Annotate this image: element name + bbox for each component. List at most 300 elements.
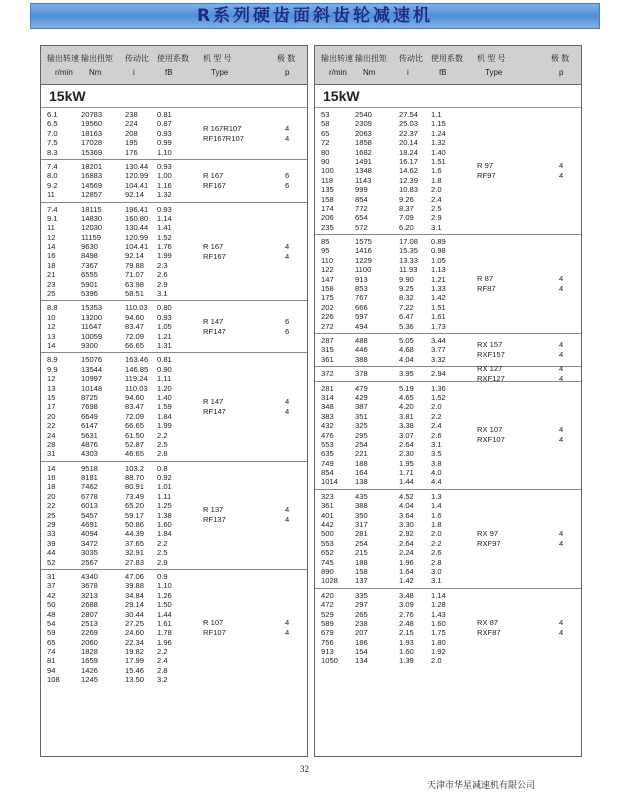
cell: 3.1 (431, 222, 442, 232)
cell: 1.93 (399, 637, 414, 647)
table-row (315, 176, 581, 185)
header-label: 输出转速 (47, 54, 79, 63)
cell: 13.33 (399, 255, 419, 265)
cell: 2540 (355, 110, 372, 119)
model-group (315, 382, 581, 490)
cell: 999 (355, 185, 368, 195)
pole-count: 6 (285, 180, 290, 190)
cell: 281 (355, 529, 368, 539)
cell: 1.60 (399, 647, 414, 657)
cell: 221 (355, 449, 368, 459)
cell: 2513 (81, 618, 98, 628)
header-unit: r/min (329, 68, 347, 77)
pole-count: 4 (559, 425, 564, 435)
header-label: 使用系数 (431, 54, 463, 63)
cell: 1682 (355, 147, 372, 157)
pole-count: 4 (559, 363, 564, 373)
cell: 8725 (81, 392, 98, 402)
model-type: RX 97 (477, 528, 499, 538)
cell: 48 (47, 609, 56, 619)
table-row (41, 464, 307, 473)
cell: 79.88 (125, 260, 145, 270)
cell: 2.8 (157, 665, 168, 675)
cell: 85 (321, 237, 330, 247)
cell: 15369 (81, 147, 103, 157)
table-row (41, 666, 307, 675)
header-unit: i (133, 68, 135, 77)
cell: 4.65 (399, 392, 414, 402)
cell: 5.19 (399, 383, 414, 393)
table-row (315, 529, 581, 538)
model-type: RXF97 (477, 538, 501, 548)
cell: 297 (355, 600, 368, 610)
model-type: R 97 (477, 161, 494, 171)
pole-count: 4 (559, 528, 564, 538)
table-row (315, 119, 581, 128)
table-row (315, 610, 581, 619)
cell: 2060 (81, 637, 98, 647)
cell: 3678 (81, 581, 98, 591)
cell: 1.99 (157, 251, 172, 261)
pole-count: 4 (559, 274, 564, 284)
cell: 50.86 (125, 520, 145, 530)
cell: 94.60 (125, 392, 145, 402)
cell: 27.83 (125, 557, 145, 567)
cell: 679 (321, 628, 334, 638)
cell: 118 (321, 175, 334, 185)
table-row (315, 138, 581, 147)
cell: 1.61 (431, 312, 446, 322)
cell: 72.09 (125, 331, 145, 341)
cell: 14 (47, 242, 56, 252)
table-row (315, 284, 581, 293)
header-label: 输出扭矩 (81, 54, 113, 63)
cell: 1.11 (157, 491, 172, 501)
table-row (315, 468, 581, 477)
table-row (41, 289, 307, 298)
cell: 1.95 (399, 458, 414, 468)
cell: 195 (125, 138, 138, 148)
cell: 2.0 (431, 529, 442, 539)
cell: 589 (321, 618, 334, 628)
cell: 176 (125, 147, 138, 157)
cell: 186 (355, 637, 368, 647)
cell: 1.6 (431, 166, 442, 176)
table-row (41, 492, 307, 501)
cell: 13544 (81, 364, 103, 374)
cell: 66.65 (125, 340, 145, 350)
table-row (315, 312, 581, 321)
cell: 1.05 (157, 322, 172, 332)
cell: 1.38 (157, 510, 172, 520)
cell: 295 (355, 430, 368, 440)
cell: 1.41 (157, 223, 172, 233)
cell: 8.32 (399, 293, 414, 303)
cell: 401 (321, 510, 334, 520)
cell: 30.44 (125, 609, 145, 619)
cell: 2.64 (399, 439, 414, 449)
cell: 88.70 (125, 473, 145, 483)
table-row (315, 166, 581, 175)
cell: 378 (355, 369, 368, 379)
cell: 383 (321, 411, 334, 421)
cell: 4691 (81, 520, 98, 530)
table-row (41, 280, 307, 289)
cell: 3.95 (399, 369, 414, 379)
cell: 2.6 (431, 548, 442, 558)
cell: 3.8 (431, 458, 442, 468)
cell: 92.14 (125, 190, 145, 200)
cell: 8.0 (47, 171, 58, 181)
cell: 53 (321, 110, 330, 119)
cell: 72 (321, 138, 330, 148)
table-row (41, 313, 307, 322)
cell: 47.06 (125, 571, 145, 581)
cell: 3.1 (431, 576, 442, 586)
pole-count: 4 (285, 133, 290, 143)
cell: 1.6 (431, 510, 442, 520)
cell: 1050 (321, 656, 338, 666)
cell: 9630 (81, 242, 98, 252)
cell: 8498 (81, 251, 98, 261)
cell: 66.65 (125, 421, 145, 431)
pole-count: 4 (559, 618, 564, 628)
table-row (315, 157, 581, 166)
cell: 1.44 (399, 477, 414, 487)
table-row (41, 619, 307, 628)
cell: 4.20 (399, 402, 414, 412)
cell: 1245 (81, 675, 98, 685)
header-unit: Type (211, 68, 229, 77)
cell: 10.83 (399, 185, 419, 195)
cell: 25.03 (399, 119, 419, 129)
cell: 65 (47, 637, 56, 647)
cell: 254 (355, 538, 368, 548)
pole-count: 4 (285, 251, 290, 261)
cell: 854 (355, 194, 368, 204)
table-row (315, 412, 581, 421)
cell: 7367 (81, 260, 98, 270)
cell: 1.92 (431, 647, 446, 657)
cell: 913 (321, 647, 334, 657)
cell: 9.2 (47, 180, 58, 190)
cell: 8.9 (47, 355, 58, 365)
cell: 130.44 (125, 223, 149, 233)
table-row (315, 431, 581, 440)
cell: 0.9 (157, 571, 168, 581)
cell: 5396 (81, 289, 98, 299)
cell: 6649 (81, 411, 98, 421)
cell: 81 (47, 656, 56, 666)
cell: 135 (321, 185, 334, 195)
cell: 0.93 (157, 312, 172, 322)
cell: 2.64 (399, 538, 414, 548)
header-unit: i (407, 68, 409, 77)
cell: 100 (321, 166, 334, 176)
cell: 238 (125, 110, 138, 119)
cell: 1.4 (431, 501, 442, 511)
power-label: 15kW (315, 85, 581, 108)
cell: 5901 (81, 279, 98, 289)
cell: 15 (47, 392, 56, 402)
table-row (41, 110, 307, 119)
cell: 72.09 (125, 411, 145, 421)
pole-count: 4 (559, 435, 564, 445)
cell: 1.25 (157, 501, 172, 511)
cell: 3.44 (431, 335, 446, 345)
table-row (315, 558, 581, 567)
cell: 5.05 (399, 335, 414, 345)
cell: 265 (355, 609, 368, 619)
cell: 137 (355, 576, 368, 586)
table-row (315, 110, 581, 119)
table-row (315, 275, 581, 284)
table-row (41, 261, 307, 270)
cell: 20 (47, 411, 56, 421)
cell: 94.60 (125, 312, 145, 322)
table-row (41, 242, 307, 251)
cell: 1.61 (157, 618, 172, 628)
cell: 420 (321, 590, 334, 600)
cell: 1.50 (157, 600, 172, 610)
cell: 6.20 (399, 222, 414, 232)
cell: 2.9 (431, 213, 442, 223)
cell: 1.28 (431, 600, 446, 610)
cell: 18.24 (399, 147, 419, 157)
cell: 92.14 (125, 251, 145, 261)
cell: 59 (47, 628, 56, 638)
cell: 10148 (81, 383, 103, 393)
table-row (315, 459, 581, 468)
cell: 120.99 (125, 232, 149, 242)
cell: 314 (321, 392, 334, 402)
cell: 2807 (81, 609, 98, 619)
table-row (315, 384, 581, 393)
cell: 37.65 (125, 538, 145, 548)
cell: 9.90 (399, 274, 414, 284)
pole-count: 4 (285, 505, 290, 515)
table-row (41, 190, 307, 199)
table-row (41, 355, 307, 364)
cell: 10997 (81, 374, 103, 384)
table-row (315, 322, 581, 331)
pole-count: 4 (285, 397, 290, 407)
cell: 9.26 (399, 194, 414, 204)
cell: 2.5 (431, 203, 442, 213)
model-type: RF167 (203, 180, 226, 190)
cell: 6.5 (47, 119, 58, 129)
cell: 119.24 (125, 374, 148, 384)
cell: 2.2 (431, 411, 442, 421)
table-row (41, 341, 307, 350)
cell: 1.44 (157, 609, 172, 619)
model-type: RF137 (203, 515, 226, 525)
table-row (315, 440, 581, 449)
model-type: RXF157 (477, 350, 505, 360)
table-row (315, 511, 581, 520)
cell: 254 (355, 439, 368, 449)
model-group (41, 108, 307, 160)
cell: 27.25 (125, 618, 145, 628)
cell: 25 (47, 289, 56, 299)
cell: 350 (355, 510, 368, 520)
cell: 913 (355, 274, 368, 284)
pole-count: 4 (285, 618, 290, 628)
cell: 15076 (81, 355, 103, 365)
cell: 1143 (355, 175, 372, 185)
table-row (41, 449, 307, 458)
cell: 54 (47, 618, 56, 628)
cell: 29.14 (125, 600, 145, 610)
cell: 0.87 (157, 119, 172, 129)
cell: 8.3 (47, 147, 58, 157)
table-row (315, 293, 581, 302)
cell: 5457 (81, 510, 98, 520)
page-number: 32 (300, 764, 309, 774)
cell: 2063 (355, 128, 372, 138)
cell: 0.8 (157, 463, 168, 473)
cell: 666 (355, 302, 368, 312)
cell: 597 (355, 312, 368, 322)
cell: 2269 (81, 628, 98, 638)
cell: 4.68 (399, 345, 414, 355)
cell: 10 (47, 312, 56, 322)
table-row (41, 303, 307, 312)
cell: 11 (47, 190, 55, 200)
table-row (41, 572, 307, 581)
cell: 13 (47, 383, 56, 393)
cell: 2.8 (157, 449, 168, 459)
cell: 3.30 (399, 520, 414, 530)
table-row (41, 223, 307, 232)
cell: 361 (321, 501, 334, 511)
cell: 147 (321, 274, 334, 284)
model-type: RF107 (203, 628, 226, 638)
header-label: 传动比 (399, 54, 423, 63)
table-row (41, 529, 307, 538)
table-row (41, 539, 307, 548)
cell: 10059 (81, 331, 103, 341)
cell: 130.44 (125, 161, 149, 171)
cell: 83.47 (125, 322, 145, 332)
cell: 1.00 (157, 171, 172, 181)
model-group (41, 462, 307, 570)
model-type: RF97 (477, 171, 496, 181)
left-table (40, 45, 308, 757)
model-group (41, 301, 307, 353)
cell: 28 (47, 439, 56, 449)
cell: 108 (47, 675, 60, 685)
cell: 7.4 (47, 204, 58, 214)
cell: 1.16 (157, 180, 172, 190)
table-row (315, 195, 581, 204)
table-row (41, 138, 307, 147)
model-type: RX 157 (477, 340, 503, 350)
cell: 110.03 (125, 303, 148, 313)
cell: 1.11 (157, 374, 172, 384)
cell: 1.73 (431, 321, 446, 331)
cell: 2.24 (399, 548, 414, 558)
header-label: 使用系数 (157, 54, 189, 63)
cell: 3.09 (399, 600, 414, 610)
cell: 215 (355, 548, 368, 558)
header-unit: fB (439, 68, 447, 77)
cell: 388 (355, 354, 368, 364)
cell: 287 (321, 335, 334, 345)
cell: 1.10 (157, 147, 172, 157)
cell: 18163 (81, 128, 103, 138)
cell: 188 (355, 458, 368, 468)
cell: 387 (355, 402, 368, 412)
cell: 1.60 (431, 618, 446, 628)
cell: 2.0 (431, 185, 442, 195)
cell: 6778 (81, 491, 98, 501)
cell: 20.14 (399, 138, 419, 148)
cell: 73.49 (125, 491, 145, 501)
table-row (41, 638, 307, 647)
cell: 0.98 (431, 246, 446, 256)
cell: 529 (321, 609, 334, 619)
cell: 3.38 (399, 421, 414, 431)
cell: 1.96 (399, 557, 414, 567)
cell: 2.15 (399, 628, 414, 638)
table-row (315, 246, 581, 255)
cell: 52 (47, 557, 56, 567)
model-type: R 87 (477, 274, 494, 284)
cell: 110 (321, 255, 334, 265)
table-row (41, 431, 307, 440)
table-row (41, 214, 307, 223)
cell: 1.24 (431, 128, 446, 138)
cell: 446 (355, 345, 368, 355)
cell: 1.52 (431, 392, 446, 402)
header-label: 传动比 (125, 54, 149, 63)
cell: 15353 (81, 303, 103, 313)
cell: 6.1 (47, 110, 58, 119)
cell: 2.2 (157, 430, 168, 440)
model-type: RF167R107 (203, 133, 244, 143)
cell: 46.65 (125, 449, 145, 459)
table-row (41, 473, 307, 482)
table-row (315, 148, 581, 157)
cell: 1.96 (157, 637, 172, 647)
cell: 3035 (81, 548, 98, 558)
cell: 44 (47, 548, 56, 558)
table-row (315, 237, 581, 246)
cell: 22 (47, 501, 56, 511)
table-row (41, 548, 307, 557)
cell: 1.42 (399, 576, 414, 586)
table-row (315, 449, 581, 458)
cell: 32.91 (125, 548, 145, 558)
cell: 1.13 (431, 265, 446, 275)
cell: 1028 (321, 576, 338, 586)
cell: 122 (321, 265, 334, 275)
cell: 134 (355, 656, 368, 666)
cell: 6013 (81, 501, 98, 511)
pole-count: 4 (559, 171, 564, 181)
cell: 0.93 (157, 204, 172, 214)
cell: 2.94 (431, 369, 446, 379)
table-row (41, 148, 307, 157)
model-group (315, 334, 581, 367)
cell: 39.88 (125, 581, 145, 591)
cell: 1.05 (431, 255, 446, 265)
cell: 767 (355, 293, 368, 303)
model-group (41, 570, 307, 687)
cell: 2.9 (157, 557, 168, 567)
cell: 1.51 (431, 302, 446, 312)
